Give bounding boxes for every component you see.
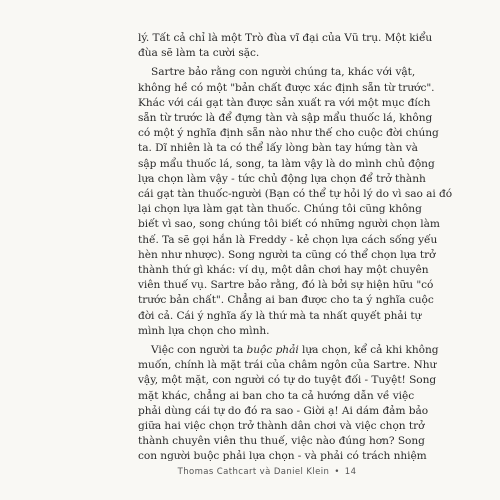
text-line: hèn như nhược). Song người ta cũng có thể chọn lựa trở bbox=[138, 248, 436, 261]
footer-separator: • bbox=[334, 467, 340, 477]
text-line: đùa sẽ làm ta cười sặc. bbox=[138, 47, 260, 60]
italic-text: buộc phải bbox=[246, 344, 299, 357]
paragraph bbox=[138, 31, 433, 61]
text-line: giữa hai việc chọn trở thành dân chơi và việc chọn trở bbox=[138, 420, 425, 433]
text-line: Việc con người ta buộc phải lựa chọn, kể cả khi không bbox=[151, 344, 439, 357]
text-line: mình lựa chọn cho mình. bbox=[138, 324, 270, 337]
text-line: sẵn từ trước là để đựng tàn và sập mẩu thuốc lá, không bbox=[138, 112, 433, 125]
body-text bbox=[138, 31, 453, 465]
text-line: thế. Ta sẽ gọi hắn là Freddy - kẻ chọn lựa cách sống yếu bbox=[138, 233, 438, 246]
text-line: ta. Dĩ nhiên là ta có thể lấy lòng bàn tay hứng tàn và bbox=[138, 142, 418, 155]
paragraph bbox=[138, 65, 453, 339]
footer-author: Thomas Cathcart và Daniel Klein bbox=[177, 467, 330, 477]
page-footer bbox=[162, 467, 372, 477]
text-line: lý. Tất cả chỉ là một Trò đùa vĩ đại của Vũ trụ. Một kiểu bbox=[138, 32, 433, 44]
text-line: cái gạt tàn thuốc-người (Bạn có thể tự hỏi lý do vì sao ai đó bbox=[138, 188, 453, 201]
text-line: đời cả. Cái ý nghĩa ấy là thứ mà ta nhất quyết phải tự bbox=[138, 309, 422, 322]
text-line: lựa chọn làm vậy - tức chủ động lựa chọn để trở thành bbox=[138, 172, 426, 185]
text-line: thành thứ gì khác: ví dụ, một dân chơi hay một chuyên bbox=[138, 264, 429, 277]
text-line: thành chuyên viên thu thuế, việc nào đúng hơn? Song bbox=[138, 435, 425, 448]
text-line: con người buộc phải lựa chọn - và phải có trách nhiệm bbox=[138, 450, 427, 463]
text-line: viên thuế vụ. Sartre bảo rằng, đó là bởi sự hiện hữu "có bbox=[138, 279, 434, 292]
text-line: mặt khác, chẳng ai ban cho ta cả hướng dẫn về việc bbox=[138, 389, 415, 402]
text-line: Sartre bảo rằng con người chúng ta, khác với vật, bbox=[151, 66, 416, 79]
text-line: trước bản chất". Chẳng ai ban được cho ta ý nghĩa cuộc bbox=[138, 294, 434, 307]
paragraph bbox=[138, 343, 439, 465]
text-line: vậy, một mặt, con người có tự do tuyệt đối - Tuyệt! Song bbox=[138, 374, 437, 387]
text-line: không hề có một "bản chất được xác định sẵn từ trước". bbox=[138, 81, 435, 94]
text-line: muốn, chính là mặt trái của châm ngôn của Sartre. Như bbox=[138, 359, 437, 372]
text-line: có một ý nghĩa định sẵn nào như thế cho cuộc đời chúng bbox=[138, 127, 439, 140]
text-line: lại chọn lựa làm gạt tàn thuốc. Chúng tôi cũng không bbox=[138, 203, 422, 216]
text-line: Khác với cái gạt tàn được sản xuất ra với một mục đích bbox=[138, 96, 431, 109]
page-number: 14 bbox=[344, 467, 357, 477]
text-line: sập mẩu thuốc lá, song, ta làm vậy là do mình chủ động bbox=[138, 157, 435, 170]
text-line: biết vì sao, song chúng tôi biết có những người chọn làm bbox=[138, 218, 440, 231]
text-line: phải dùng cái tự do đó ra sao - Giời ạ! Ai dám đảm bảo bbox=[138, 404, 429, 417]
